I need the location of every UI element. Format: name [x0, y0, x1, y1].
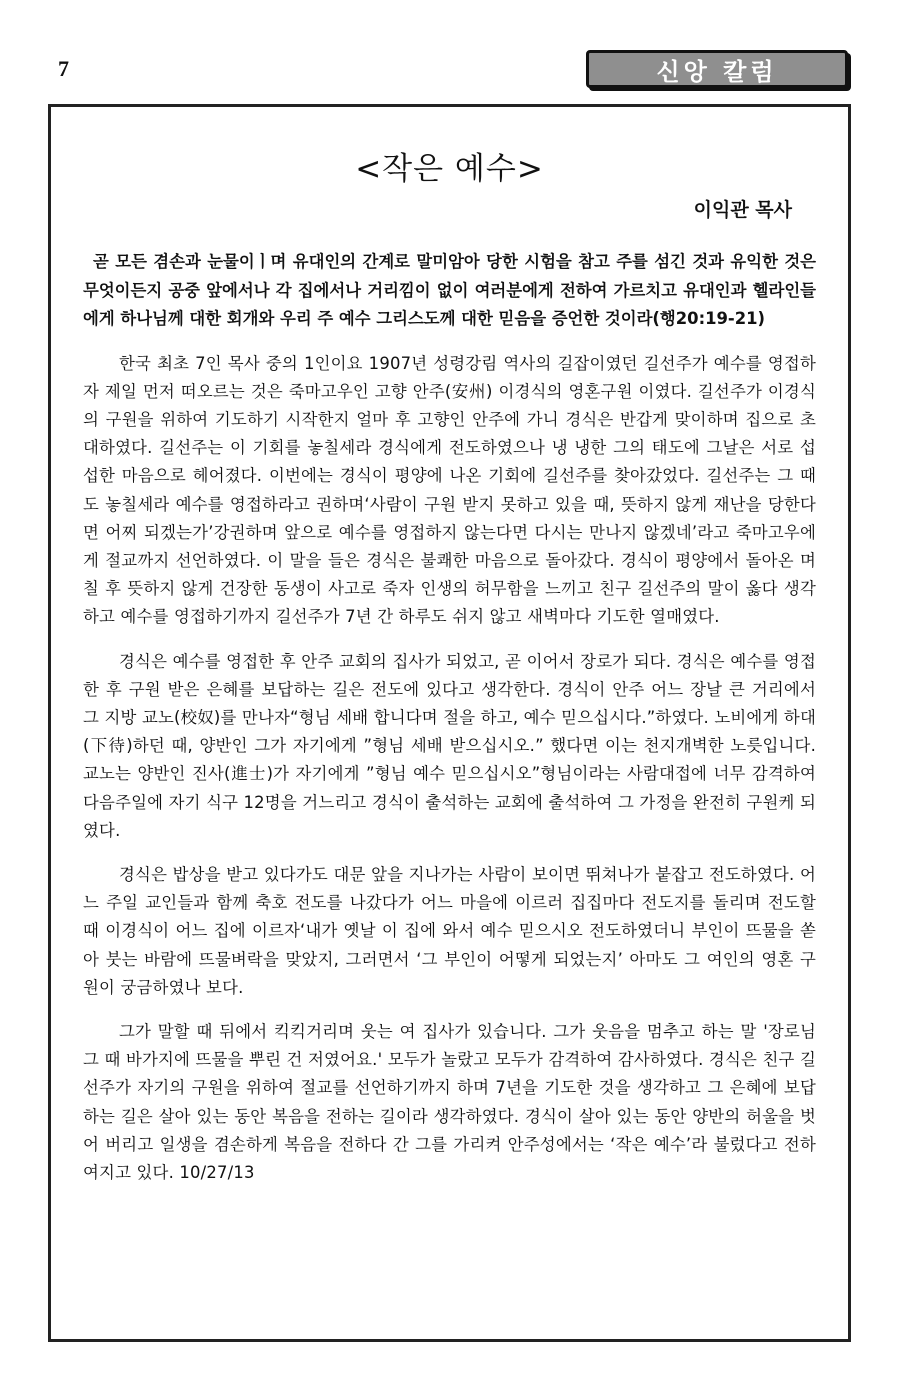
body-paragraph-1: 한국 최초 7인 목사 중의 1인이요 1907년 성령강림 역사의 길잡이였던 길선주가 예수를 영접하자 제일 먼저 떠오르는 것은 죽마고우인 고향 안주(安州) 이경식의 영혼구원 이였다. 길선주가 이경식의 구원을 위하여 기도하기 시작한지 얼마 후 고향인 안주에 가니 경식은 반갑게 맞이하며 집으로 초대하였다. 길선주는 이 기회를 놓칠세라 경식에게 전도하였으나 냉 냉한 그의 태도에 그날은 서로 섭섭한 마음으로 헤어졌다. 이번에는 경식이 평양에 나온 기회에 길선주를 찾아갔었다. 길선주는 그 때도 놓칠세라 예수를 영접하라고 권하며‘사람이 구원 받지 못하고 있을 때, 뜻하지 않게 재난을 당한다면 어찌 되겠는가’강권하며 앞으로 예수를 영접하지 않는다면 다시는 만나지 않겠네’라고 죽마고우에게 절교까지 선언하였다. 이 말을 들은 경식은 불쾌한 마음으로 돌아갔다. 경식이 평양에서 돌아온 며칠 후 뜻하지 않게 건장한 동생이 사고로 죽자 인생의 허무함을 느끼고 친구 길선주의 말이 옳다 생각하고 예수를 영접하기까지 길선주가 7년 간 하루도 쉬지 않고 새벽마다 기도한 열매였다.: [83, 353, 816, 627]
body-paragraph-3: 경식은 밥상을 받고 있다가도 대문 앞을 지나가는 사람이 보이면 뛰쳐나가 붙잡고 전도하였다. 어느 주일 교인들과 함께 축호 전도를 나갔다가 어느 마을에 이르러 집집마다 전도지를 돌리며 전도할 때 이경식이 어느 집에 이르자‘내가 옛날 이 집에 와서 예수 믿으시오 전도하였더니 부인이 뜨물을 쏟아 붓는 바람에 뜨물벼락을 맞았지, 그러면서 ‘그 부인이 어떻게 되었는지’ 아마도 그 여인의 영혼 구원이 궁금하였나 보다.: [83, 864, 816, 997]
page-number: 7: [58, 56, 69, 81]
body-paragraph-4: 그가 말할 때 뒤에서 킥킥거리며 웃는 여 집사가 있습니다. 그가 웃음을 멈추고 하는 말 '장로님 그 때 바가지에 뜨물을 뿌린 건 저였어요.' 모두가 놀랐고 모두가 감격하여 감사하였다. 경식은 친구 길선주가 자기의 구원을 위하여 절교를 선언하기까지 하며 7년을 기도한 것을 생각하고 그 은혜에 보답하는 길은 살아 있는 동안 복음을 전하는 길이라 생각하였다. 경식이 살아 있는 동안 양반의 허울을 벗어 버리고 일생을 겸손하게 복음을 전하다 간 그를 가리켜 안주성에서는 ‘작은 예수’라 불렀다고 전하여지고 있다. 10/27/13: [83, 1021, 816, 1182]
article-author: 이익관 목사: [693, 199, 792, 221]
body-paragraph-2: 경식은 예수를 영접한 후 안주 교회의 집사가 되었고, 곧 이어서 장로가 되다. 경식은 예수를 영접한 후 구원 받은 은혜를 보답하는 길은 전도에 있다고 생각한다. 경식이 안주 어느 장날 큰 거리에서 그 지방 교노(校奴)를 만나자“형님 세배 합니다며 절을 하고, 예수 믿으십시다.”하였다. 노비에게 하대(下待)하던 때, 양반인 그가 자기에게 ”형님 세배 받으십시오.” 했다면 이는 천지개벽한 노릇입니다. 교노는 양반인 진사(進士)가 자기에게 ”형님 예수 믿으십시오”형님이라는 사람대접에 너무 감격하여 다음주일에 자기 식구 12명을 거느리고 경식이 출석하는 교회에 출석하여 그 가정을 완전히 구원케 되였다.: [83, 651, 816, 840]
scripture-quote: 곧 모든 겸손과 눈물이ㅣ며 유대인의 간계로 말미암아 당한 시험을 참고 주를 섬긴 것과 유익한 것은 무엇이든지 공중 앞에서나 각 집에서나 거리낌이 없이 여러분에게 전하여 가르치고 유대인과 헬라인들에게 하나님께 대한 회개와 우리 주 예수 그리스도께 대한 믿음을 증언한 것이라(행20:19-21): [83, 252, 816, 328]
article-frame: [48, 104, 851, 1342]
section-badge: 신앙 칼럼: [586, 50, 848, 88]
article-title: <작은 예수>: [355, 151, 544, 187]
